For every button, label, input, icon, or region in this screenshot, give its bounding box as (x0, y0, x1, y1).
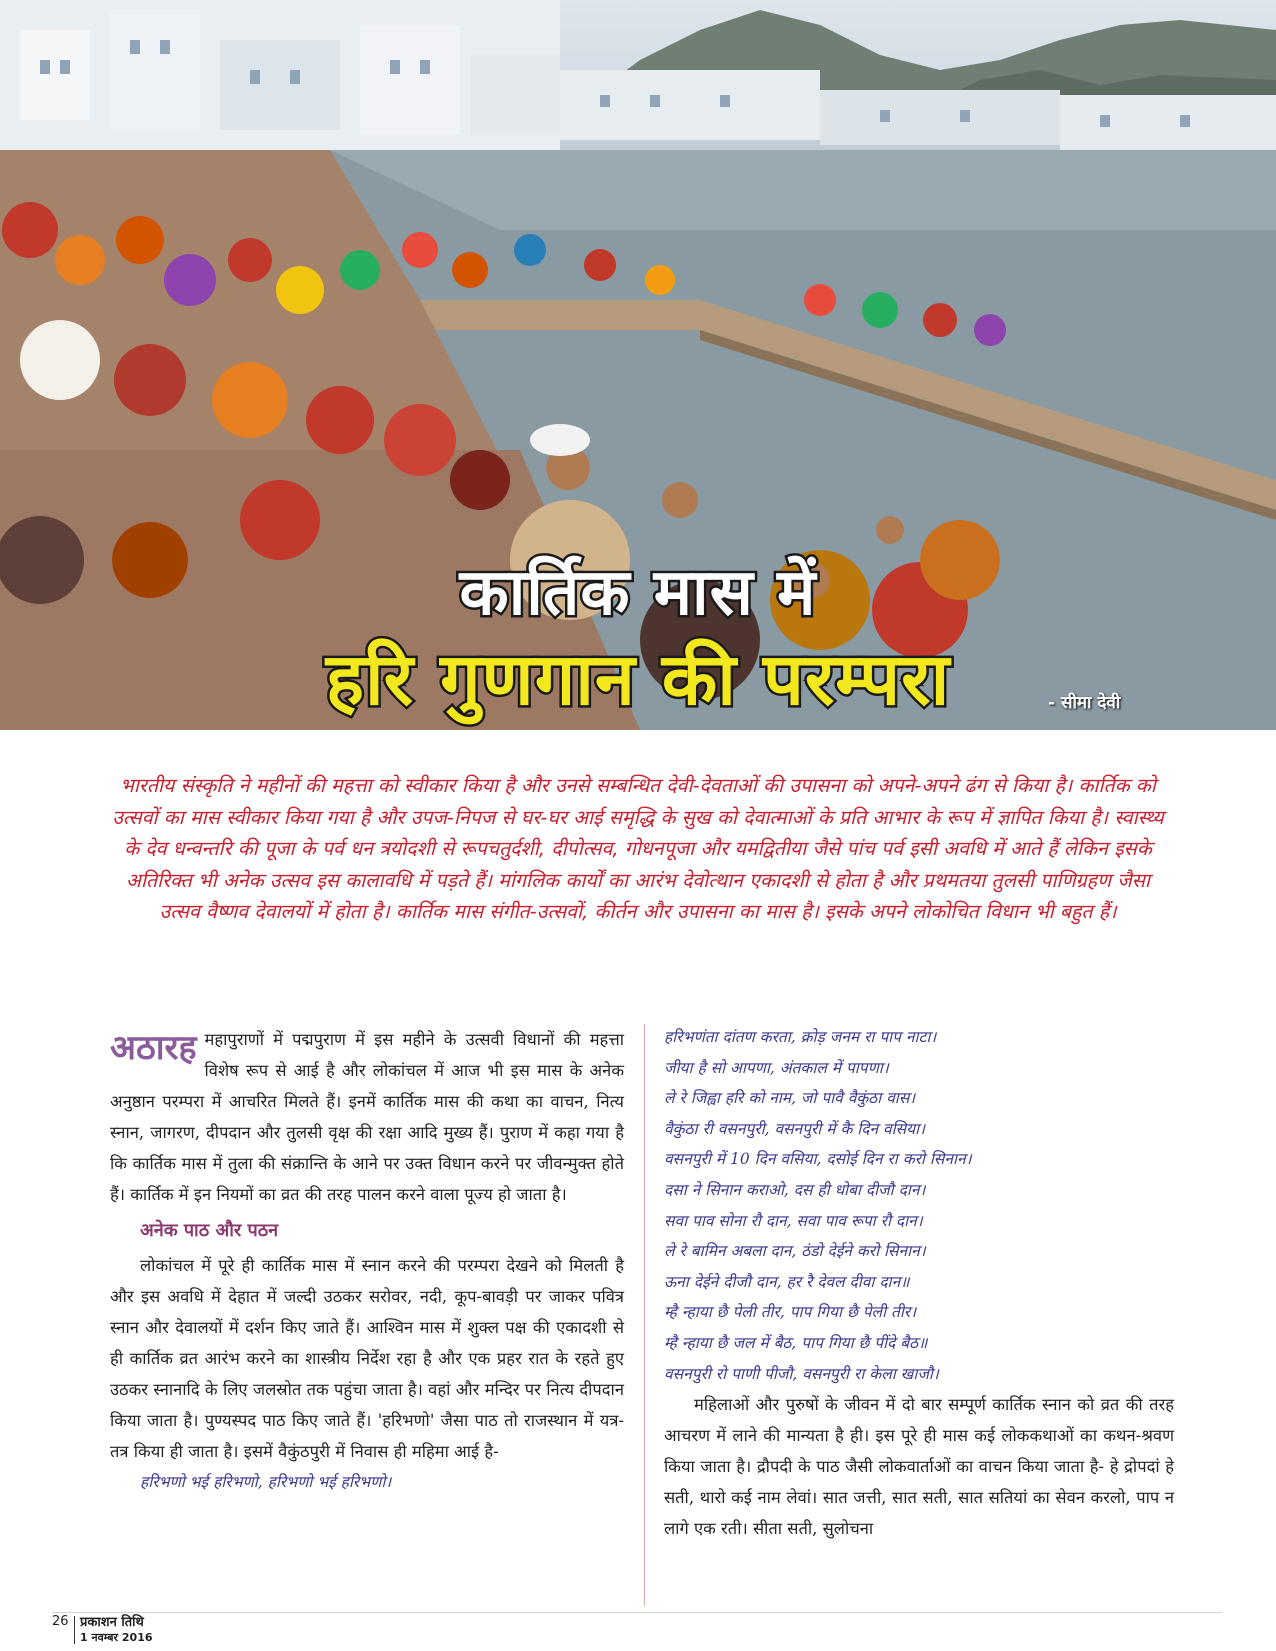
dropcap-container (110, 1024, 197, 1076)
verse-line: ऊना देईने दीजौ दान, हर रै देवल दीवा दान॥ (664, 1272, 910, 1291)
verse-line: ले रे जिह्वा हरि को नाम, जो पावै वैकुंठा वास। (664, 1089, 916, 1108)
author-byline: - सीमा देवी (1048, 693, 1121, 713)
verse-line: सवा पाव सोना रौ दान, सवा पाव रूपा रौ दान। (664, 1211, 923, 1230)
article-standfirst: भारतीय संस्कृति ने महीनों की महत्ता को स्वीकार किया है और उनसे सम्बन्धित देवी-देवताओं की उपासना को अपने-अपने ढंग से किया है। कार्तिक को उत्सवों का मास स्वीकार किया गया है और उपज-निपज से घर-घर आई समृद्धि के सुख को देवात्माओं के प्रति आभार के रूप में ज्ञापित किया है। स्वास्थ्य के देव धन्वन्तरि की पूजा के पर्व धन त्रयोदशी से रूपचतुर्दशी, दीपोत्सव, गोधनपूजा और यमद्वितीया जैसे पांच पर्व इसी अवधि में आते हैं लेकिन इसके अतिरिक्त भी अनेक उत्सव इस कालावधि में पड़ते हैं। मांगलिक कार्यों का आरंभ देवोत्थान एकादशी से होता है और प्रथमतया तुलसी पाणिग्रहण जैसा उत्सव वैष्णव देवालयों में होता है। कार्तिक मास संगीत-उत्सवों, कीर्तन और उपासना का मास है। इसके अपने लोकोचित विधान भी बहुत हैं। (112, 774, 1164, 923)
footer-separator (74, 1616, 75, 1644)
footer-rule (52, 1612, 1222, 1613)
publication-date: 1 नवम्बर 2016 (80, 1631, 153, 1644)
dropcap-word: अठारह (110, 1028, 197, 1068)
hero-photo (0, 0, 1276, 730)
section-subheading: अनेक पाठ और पठन (140, 1220, 279, 1241)
verse-line: वैकुंठा री वसनपुरी, वसनपुरी में कै दिन वसिया। (664, 1119, 926, 1138)
verse-line: दसा ने सिनान कराओ, दस ही धोबा दीजौ दान। (664, 1180, 926, 1199)
publication-name: प्रकाशन तिथि (80, 1615, 144, 1630)
article-title-line-1: कार्तिक मास में (459, 556, 817, 630)
verse-line: हरिभणंता दांतण करता, क्रोड़ जनम रा पाप नाटा। (664, 1028, 937, 1046)
left-column (110, 1024, 624, 1497)
verse-line: वसनपुरी में 10 दिन वसिया, दसोई दिन रा करो सिनान। (664, 1150, 972, 1169)
column-divider (644, 1024, 645, 1606)
verse-line: म्है न्हाया छै पेली तीर, पाप गिया छै पेली तीर। (664, 1303, 917, 1322)
article-title-line-2: हरि गुणगान की परम्परा (325, 637, 951, 721)
verse-line: वसनपुरी रो पाणी पीजौ, वसनपुरी रा केला खाजौ। (664, 1364, 939, 1383)
body-paragraph-1: महापुराणों में पद्मपुराण में इस महीने के उत्सवी विधानों की महत्ता विशेष रूप से आई है और लोकांचल में आज भी इस मास के अनेक अनुष्ठान परम्परा में आचरित मिलते हैं। इनमें कार्तिक मास की कथा का वाचन, नित्य स्नान, जागरण, दीपदान और तुलसी वृक्ष की रक्षा आदि मुख्य हैं। पुराण में कहा गया है कि कार्तिक मास में तुला की संक्रान्ति के आने पर उक्त विधान करने पर जीवन्मुक्त होते हैं। कार्तिक में इन नियमों का व्रत की तरह पालन करने वाला पूज्य हो जाता है। (110, 1030, 624, 1204)
body-paragraph-3: महिलाओं और पुरुषों के जीवन में दो बार सम्पूर्ण कार्तिक स्नान को व्रत की तरह आचरण में लाने की मान्यता है ही। इस पूरे ही मास कई लोककथाओं का कथन-श्रवण किया जाता है। द्रौपदी के पाठ जैसी लोकवार्ताओं का वाचन किया जाता है- हे द्रोपदां हे सती, थारो कई नाम लेवां। सात जत्ती, सात सती, सात सतियां का सेवन करलो, पाप न लागे एक रती। सीता सती, सुलोचना (664, 1395, 1174, 1539)
verse-line: ले रे बामिन अबला दान, ठंडो देईने करो सिनान। (664, 1242, 926, 1261)
verse-line: जीया है सो आपणा, अंतकाल में पापणा। (664, 1058, 889, 1077)
verse-line: हरिभणो भई हरिभणो, हरिभणो भई हरिभणो। (140, 1473, 392, 1491)
page-number: 26 (52, 1614, 69, 1629)
right-column (664, 1022, 1174, 1544)
verse-line: म्है न्हाया छै जल में बैठ, पाप गिया छै पींदे बैठ॥ (664, 1333, 928, 1352)
body-paragraph-2: लोकांचल में पूरे ही कार्तिक मास में स्नान करने की परम्परा देखने को मिलती है और इस अवधि में देहात में जल्दी उठकर सरोवर, नदी, कूप-बावड़ी पर जाकर पवित्र स्नान और देवालयों में दर्शन किए जाते हैं। आश्विन मास में शुक्ल पक्ष की एकादशी से ही कार्तिक व्रत आरंभ करने का शास्त्रीय निर्देश रहा है और एक प्रहर रात के रहते हुए उठकर स्नानादि के लिए जलस्रोत तक पहुंचा जाता है। वहां और मन्दिर पर नित्य दीपदान किया जाता है। पुण्यस्पद पाठ किए जाते हैं। 'हरिभणो' जैसा पाठ तो राजस्थान में यत्र-तत्र किया ही जाता है। इसमें वैकुंठपुरी में निवास ही महिमा आई है- (110, 1256, 624, 1461)
